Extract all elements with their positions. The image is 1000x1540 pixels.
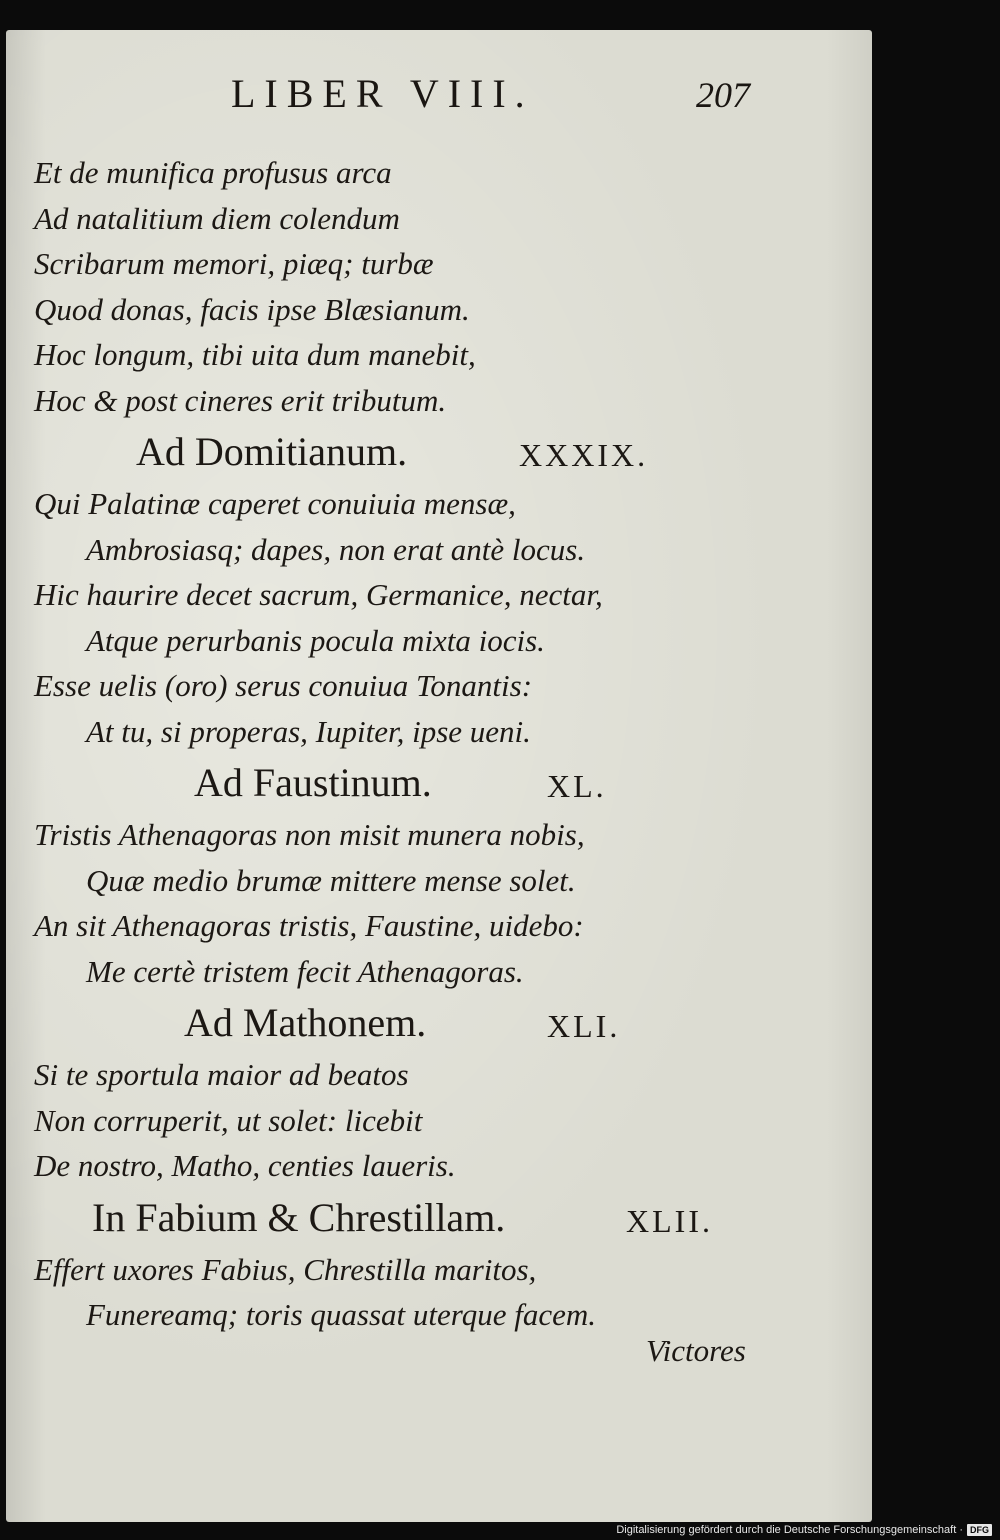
epigram-title: In Fabium & Chrestillam. <box>92 1194 506 1240</box>
dfg-logo: DFG <box>967 1524 992 1536</box>
epigram-heading <box>34 423 854 481</box>
epigram-number: XL. <box>547 768 607 804</box>
verse-line: Et de munifica profusus arca <box>34 155 392 190</box>
verse-line: Ambrosiasq; dapes, non erat antè locus. <box>86 531 586 567</box>
verse-line: Scribarum memori, piæq; turbæ <box>34 246 434 281</box>
credit-text: Digitalisierung gefördert durch die Deutsche Forschungsgemeinschaft · <box>616 1524 963 1536</box>
epigram-title: Ad Mathonem. <box>184 1000 427 1045</box>
epigram-heading <box>34 754 854 812</box>
running-head-title: LIBER VIII. <box>231 71 534 116</box>
verse-line: Tristis Athenagoras non misit munera nobis, <box>34 817 585 852</box>
verse-line: Effert uxores Fabius, Chrestilla maritos, <box>34 1251 537 1287</box>
verse-line: Esse uelis (oro) serus conuiua Tonantis: <box>34 668 533 703</box>
epigram-number: XXXIX. <box>519 437 649 473</box>
verse-line: Quæ medio brumæ mittere mense solet. <box>86 862 576 898</box>
verse-line: At tu, si properas, Iupiter, ipse ueni. <box>86 713 531 749</box>
running-head <box>6 70 872 130</box>
digitization-credit <box>616 1523 992 1537</box>
epigram-heading <box>34 1189 854 1247</box>
verse-line: Qui Palatinæ caperet conuiuia mensæ, <box>34 486 516 521</box>
verse-line: Me certè tristem fecit Athenagoras. <box>86 953 524 989</box>
verse-line: An sit Athenagoras tristis, Faustine, uidebo: <box>34 908 584 943</box>
verse-line: Hic haurire decet sacrum, Germanice, nectar, <box>34 577 603 612</box>
verse-line: Si te sportula maior ad beatos <box>34 1057 409 1092</box>
verse-line: Hoc longum, tibi uita dum manebit, <box>34 337 476 372</box>
epigram-heading <box>34 994 854 1052</box>
verse-line: Funereamq; toris quassat uterque facem. <box>86 1297 596 1332</box>
verse-line: Non corruperit, ut solet: licebit <box>34 1102 423 1138</box>
epigram-title: Ad Faustinum. <box>194 760 432 805</box>
book-page <box>6 30 872 1522</box>
verse-line: Atque perurbanis pocula mixta iocis. <box>86 622 545 658</box>
verse-line: Ad natalitium diem colendum <box>34 200 400 236</box>
epigram-number: XLI. <box>547 1008 621 1044</box>
verse-line: Quod donas, facis ipse Blæsianum. <box>34 291 470 327</box>
text-block <box>34 150 854 1338</box>
epigram-title: Ad Domitianum. <box>136 429 408 474</box>
verse-line: De nostro, Matho, centies laueris. <box>34 1148 456 1183</box>
verse-line: Hoc & post cineres erit tributum. <box>34 382 447 418</box>
epigram-number: XLII. <box>626 1202 713 1239</box>
page-number: 207 <box>696 75 750 115</box>
catchword: Victores <box>646 1333 746 1368</box>
